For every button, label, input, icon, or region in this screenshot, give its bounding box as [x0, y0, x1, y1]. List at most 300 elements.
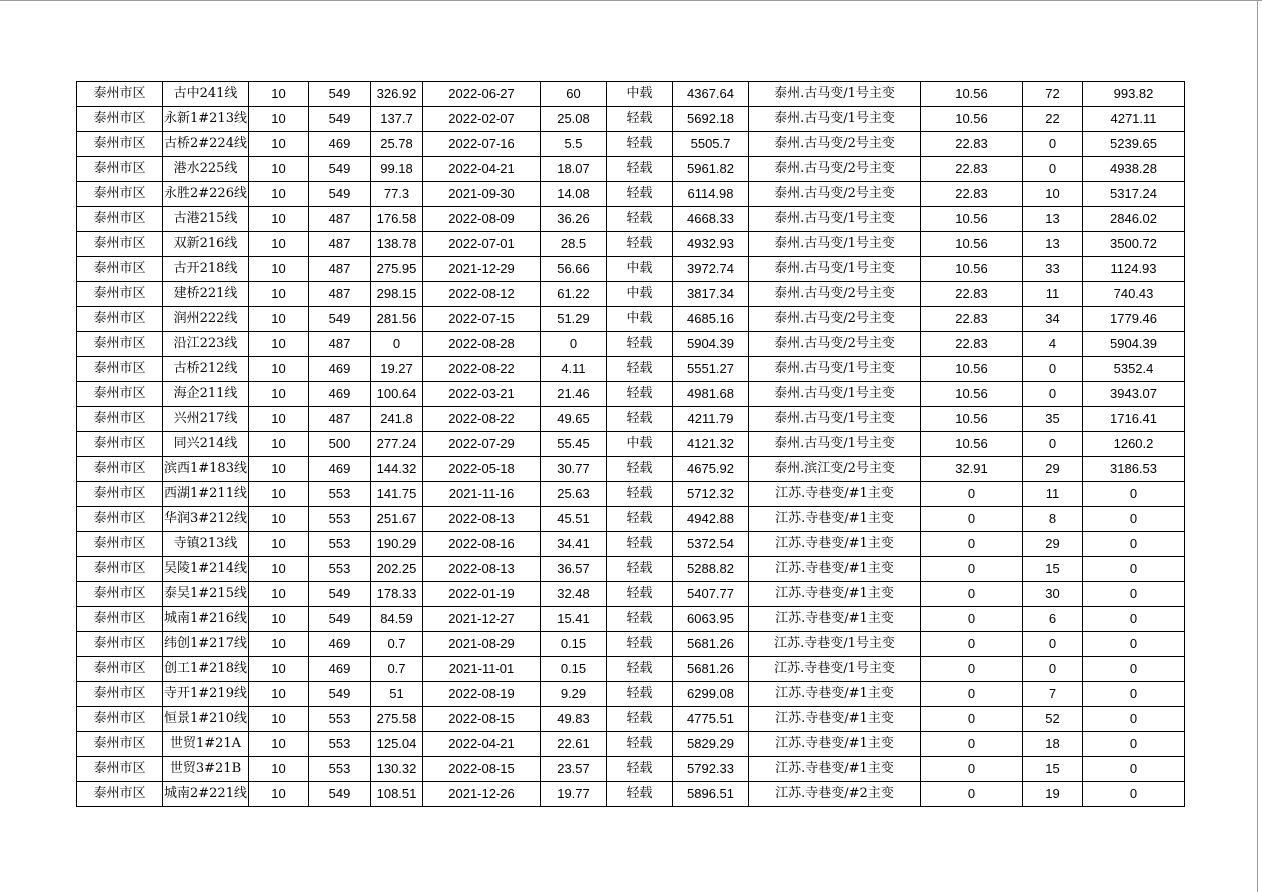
current-a-cell: 241.8	[371, 407, 423, 432]
region-cell: 泰州市区	[77, 557, 163, 582]
region-cell: 泰州市区	[77, 732, 163, 757]
load-status-cell: 中载	[607, 257, 673, 282]
transformer-load-rate-cell: 22.83	[921, 332, 1023, 357]
user-count-cell: 35	[1023, 407, 1083, 432]
remaining-capacity-cell: 0	[1083, 757, 1185, 782]
available-capacity-cell: 4367.64	[673, 82, 749, 107]
region-cell: 泰州市区	[77, 232, 163, 257]
remaining-capacity-cell: 0	[1083, 732, 1185, 757]
user-count-cell: 18	[1023, 732, 1083, 757]
feeder-load-table	[76, 81, 1185, 807]
date-cell: 2022-08-13	[423, 557, 541, 582]
available-capacity-cell: 3972.74	[673, 257, 749, 282]
current-a-cell: 202.25	[371, 557, 423, 582]
substation-transformer-cell: 泰州.古马变/2号主变	[749, 307, 921, 332]
remaining-capacity-cell: 1716.41	[1083, 407, 1185, 432]
user-count-cell: 0	[1023, 157, 1083, 182]
user-count-cell: 22	[1023, 107, 1083, 132]
substation-transformer-cell: 泰州.古马变/1号主变	[749, 407, 921, 432]
user-count-cell: 0	[1023, 132, 1083, 157]
rated-current-cell: 469	[309, 132, 371, 157]
user-count-cell: 13	[1023, 232, 1083, 257]
rated-current-cell: 500	[309, 432, 371, 457]
substation-transformer-cell: 泰州.古马变/1号主变	[749, 107, 921, 132]
available-capacity-cell: 4981.68	[673, 382, 749, 407]
load-rate-cell: 23.57	[541, 757, 607, 782]
remaining-capacity-cell: 1124.93	[1083, 257, 1185, 282]
voltage-kv-cell: 10	[249, 132, 309, 157]
region-cell: 泰州市区	[77, 357, 163, 382]
user-count-cell: 0	[1023, 632, 1083, 657]
table-row	[77, 257, 1185, 282]
rated-current-cell: 553	[309, 707, 371, 732]
available-capacity-cell: 4942.88	[673, 507, 749, 532]
table-row	[77, 232, 1185, 257]
region-cell: 泰州市区	[77, 432, 163, 457]
feeder-name-cell: 双新216线	[163, 232, 249, 257]
table-row	[77, 207, 1185, 232]
voltage-kv-cell: 10	[249, 157, 309, 182]
feeder-name-cell: 创工1#218线	[163, 657, 249, 682]
voltage-kv-cell: 10	[249, 257, 309, 282]
rated-current-cell: 469	[309, 657, 371, 682]
available-capacity-cell: 5372.54	[673, 532, 749, 557]
date-cell: 2022-02-07	[423, 107, 541, 132]
substation-transformer-cell: 江苏.寺巷变/#1主变	[749, 757, 921, 782]
load-status-cell: 轻载	[607, 482, 673, 507]
feeder-name-cell: 古中241线	[163, 82, 249, 107]
date-cell: 2021-12-29	[423, 257, 541, 282]
table-row	[77, 282, 1185, 307]
load-status-cell: 轻载	[607, 757, 673, 782]
transformer-load-rate-cell: 0	[921, 557, 1023, 582]
load-rate-cell: 15.41	[541, 607, 607, 632]
voltage-kv-cell: 10	[249, 557, 309, 582]
table-row	[77, 382, 1185, 407]
remaining-capacity-cell: 2846.02	[1083, 207, 1185, 232]
date-cell: 2022-08-19	[423, 682, 541, 707]
feeder-name-cell: 滨西1#183线	[163, 457, 249, 482]
transformer-load-rate-cell: 0	[921, 632, 1023, 657]
user-count-cell: 33	[1023, 257, 1083, 282]
load-rate-cell: 14.08	[541, 182, 607, 207]
feeder-name-cell: 润州222线	[163, 307, 249, 332]
remaining-capacity-cell: 4938.28	[1083, 157, 1185, 182]
user-count-cell: 7	[1023, 682, 1083, 707]
current-a-cell: 277.24	[371, 432, 423, 457]
available-capacity-cell: 4675.92	[673, 457, 749, 482]
page-right-border	[1257, 0, 1258, 892]
load-status-cell: 轻载	[607, 532, 673, 557]
voltage-kv-cell: 10	[249, 332, 309, 357]
rated-current-cell: 487	[309, 207, 371, 232]
user-count-cell: 13	[1023, 207, 1083, 232]
user-count-cell: 6	[1023, 607, 1083, 632]
rated-current-cell: 487	[309, 282, 371, 307]
remaining-capacity-cell: 4271.11	[1083, 107, 1185, 132]
substation-transformer-cell: 泰州.古马变/1号主变	[749, 207, 921, 232]
available-capacity-cell: 5551.27	[673, 357, 749, 382]
remaining-capacity-cell: 0	[1083, 607, 1185, 632]
load-status-cell: 轻载	[607, 132, 673, 157]
rated-current-cell: 469	[309, 457, 371, 482]
transformer-load-rate-cell: 10.56	[921, 432, 1023, 457]
feeder-name-cell: 华润3#212线	[163, 507, 249, 532]
substation-transformer-cell: 江苏.寺巷变/#1主变	[749, 682, 921, 707]
voltage-kv-cell: 10	[249, 282, 309, 307]
available-capacity-cell: 5904.39	[673, 332, 749, 357]
region-cell: 泰州市区	[77, 657, 163, 682]
transformer-load-rate-cell: 0	[921, 732, 1023, 757]
region-cell: 泰州市区	[77, 482, 163, 507]
substation-transformer-cell: 江苏.寺巷变/#1主变	[749, 707, 921, 732]
substation-transformer-cell: 泰州.古马变/1号主变	[749, 232, 921, 257]
load-rate-cell: 0	[541, 332, 607, 357]
remaining-capacity-cell: 0	[1083, 682, 1185, 707]
date-cell: 2022-04-21	[423, 732, 541, 757]
load-rate-cell: 19.77	[541, 782, 607, 807]
transformer-load-rate-cell: 0	[921, 682, 1023, 707]
voltage-kv-cell: 10	[249, 482, 309, 507]
current-a-cell: 144.32	[371, 457, 423, 482]
feeder-name-cell: 古桥2#224线	[163, 132, 249, 157]
rated-current-cell: 487	[309, 232, 371, 257]
user-count-cell: 29	[1023, 532, 1083, 557]
voltage-kv-cell: 10	[249, 582, 309, 607]
voltage-kv-cell: 10	[249, 607, 309, 632]
table-row	[77, 632, 1185, 657]
transformer-load-rate-cell: 22.83	[921, 157, 1023, 182]
load-rate-cell: 60	[541, 82, 607, 107]
load-status-cell: 轻载	[607, 332, 673, 357]
load-status-cell: 轻载	[607, 507, 673, 532]
available-capacity-cell: 3817.34	[673, 282, 749, 307]
date-cell: 2022-08-16	[423, 532, 541, 557]
region-cell: 泰州市区	[77, 532, 163, 557]
table-row	[77, 307, 1185, 332]
load-status-cell: 轻载	[607, 557, 673, 582]
date-cell: 2022-08-09	[423, 207, 541, 232]
load-rate-cell: 0.15	[541, 632, 607, 657]
current-a-cell: 251.67	[371, 507, 423, 532]
available-capacity-cell: 5288.82	[673, 557, 749, 582]
available-capacity-cell: 5681.26	[673, 657, 749, 682]
feeder-name-cell: 西湖1#211线	[163, 482, 249, 507]
table-row	[77, 757, 1185, 782]
feeder-name-cell: 古桥212线	[163, 357, 249, 382]
transformer-load-rate-cell: 32.91	[921, 457, 1023, 482]
voltage-kv-cell: 10	[249, 107, 309, 132]
load-status-cell: 轻载	[607, 407, 673, 432]
load-rate-cell: 49.65	[541, 407, 607, 432]
table-row	[77, 182, 1185, 207]
table-row	[77, 782, 1185, 807]
transformer-load-rate-cell: 10.56	[921, 107, 1023, 132]
substation-transformer-cell: 泰州.古马变/2号主变	[749, 182, 921, 207]
load-status-cell: 轻载	[607, 107, 673, 132]
feeder-name-cell: 城南2#221线	[163, 782, 249, 807]
feeder-name-cell: 城南1#216线	[163, 607, 249, 632]
load-status-cell: 轻载	[607, 157, 673, 182]
user-count-cell: 4	[1023, 332, 1083, 357]
user-count-cell: 11	[1023, 482, 1083, 507]
region-cell: 泰州市区	[77, 757, 163, 782]
substation-transformer-cell: 泰州.古马变/1号主变	[749, 432, 921, 457]
available-capacity-cell: 4685.16	[673, 307, 749, 332]
load-status-cell: 轻载	[607, 182, 673, 207]
rated-current-cell: 549	[309, 582, 371, 607]
rated-current-cell: 549	[309, 607, 371, 632]
region-cell: 泰州市区	[77, 632, 163, 657]
date-cell: 2022-08-13	[423, 507, 541, 532]
current-a-cell: 99.18	[371, 157, 423, 182]
transformer-load-rate-cell: 10.56	[921, 382, 1023, 407]
substation-transformer-cell: 泰州.古马变/1号主变	[749, 357, 921, 382]
user-count-cell: 15	[1023, 557, 1083, 582]
load-rate-cell: 36.26	[541, 207, 607, 232]
available-capacity-cell: 5896.51	[673, 782, 749, 807]
feeder-name-cell: 永胜2#226线	[163, 182, 249, 207]
voltage-kv-cell: 10	[249, 757, 309, 782]
region-cell: 泰州市区	[77, 307, 163, 332]
feeder-name-cell: 兴州217线	[163, 407, 249, 432]
user-count-cell: 8	[1023, 507, 1083, 532]
current-a-cell: 77.3	[371, 182, 423, 207]
current-a-cell: 298.15	[371, 282, 423, 307]
transformer-load-rate-cell: 22.83	[921, 307, 1023, 332]
rated-current-cell: 549	[309, 82, 371, 107]
available-capacity-cell: 5961.82	[673, 157, 749, 182]
table-row	[77, 132, 1185, 157]
table-row	[77, 607, 1185, 632]
table-row	[77, 732, 1185, 757]
remaining-capacity-cell: 0	[1083, 557, 1185, 582]
voltage-kv-cell: 10	[249, 457, 309, 482]
table-row	[77, 107, 1185, 132]
user-count-cell: 15	[1023, 757, 1083, 782]
date-cell: 2022-07-16	[423, 132, 541, 157]
feeder-name-cell: 寺镇213线	[163, 532, 249, 557]
date-cell: 2022-01-19	[423, 582, 541, 607]
load-status-cell: 轻载	[607, 682, 673, 707]
date-cell: 2022-07-01	[423, 232, 541, 257]
load-status-cell: 轻载	[607, 232, 673, 257]
substation-transformer-cell: 江苏.寺巷变/#1主变	[749, 582, 921, 607]
region-cell: 泰州市区	[77, 182, 163, 207]
load-status-cell: 轻载	[607, 582, 673, 607]
substation-transformer-cell: 泰州.古马变/1号主变	[749, 82, 921, 107]
rated-current-cell: 487	[309, 407, 371, 432]
transformer-load-rate-cell: 0	[921, 607, 1023, 632]
current-a-cell: 141.75	[371, 482, 423, 507]
date-cell: 2021-12-26	[423, 782, 541, 807]
voltage-kv-cell: 10	[249, 507, 309, 532]
region-cell: 泰州市区	[77, 782, 163, 807]
load-rate-cell: 30.77	[541, 457, 607, 482]
load-status-cell: 中载	[607, 282, 673, 307]
date-cell: 2021-09-30	[423, 182, 541, 207]
remaining-capacity-cell: 0	[1083, 482, 1185, 507]
rated-current-cell: 549	[309, 682, 371, 707]
current-a-cell: 0.7	[371, 632, 423, 657]
region-cell: 泰州市区	[77, 507, 163, 532]
load-rate-cell: 56.66	[541, 257, 607, 282]
table-row	[77, 482, 1185, 507]
load-rate-cell: 22.61	[541, 732, 607, 757]
feeder-name-cell: 古开218线	[163, 257, 249, 282]
load-rate-cell: 25.08	[541, 107, 607, 132]
current-a-cell: 51	[371, 682, 423, 707]
date-cell: 2021-11-16	[423, 482, 541, 507]
voltage-kv-cell: 10	[249, 632, 309, 657]
current-a-cell: 0.7	[371, 657, 423, 682]
transformer-load-rate-cell: 22.83	[921, 182, 1023, 207]
voltage-kv-cell: 10	[249, 307, 309, 332]
current-a-cell: 275.58	[371, 707, 423, 732]
feeder-name-cell: 世贸1#21A	[163, 732, 249, 757]
date-cell: 2022-03-21	[423, 382, 541, 407]
user-count-cell: 19	[1023, 782, 1083, 807]
feeder-name-cell: 吴陵1#214线	[163, 557, 249, 582]
available-capacity-cell: 5407.77	[673, 582, 749, 607]
load-rate-cell: 9.29	[541, 682, 607, 707]
region-cell: 泰州市区	[77, 582, 163, 607]
available-capacity-cell: 6299.08	[673, 682, 749, 707]
table-row	[77, 457, 1185, 482]
voltage-kv-cell: 10	[249, 232, 309, 257]
region-cell: 泰州市区	[77, 607, 163, 632]
user-count-cell: 0	[1023, 357, 1083, 382]
table-body	[77, 82, 1185, 807]
voltage-kv-cell: 10	[249, 732, 309, 757]
date-cell: 2022-08-15	[423, 707, 541, 732]
region-cell: 泰州市区	[77, 382, 163, 407]
feeder-name-cell: 恒景1#210线	[163, 707, 249, 732]
transformer-load-rate-cell: 0	[921, 657, 1023, 682]
voltage-kv-cell: 10	[249, 432, 309, 457]
substation-transformer-cell: 泰州.古马变/2号主变	[749, 332, 921, 357]
date-cell: 2021-08-29	[423, 632, 541, 657]
remaining-capacity-cell: 5352.4	[1083, 357, 1185, 382]
transformer-load-rate-cell: 0	[921, 482, 1023, 507]
load-status-cell: 轻载	[607, 632, 673, 657]
date-cell: 2022-08-28	[423, 332, 541, 357]
feeder-name-cell: 同兴214线	[163, 432, 249, 457]
available-capacity-cell: 4932.93	[673, 232, 749, 257]
remaining-capacity-cell: 3500.72	[1083, 232, 1185, 257]
rated-current-cell: 553	[309, 757, 371, 782]
transformer-load-rate-cell: 10.56	[921, 232, 1023, 257]
remaining-capacity-cell: 0	[1083, 782, 1185, 807]
substation-transformer-cell: 泰州.古马变/2号主变	[749, 132, 921, 157]
substation-transformer-cell: 江苏.寺巷变/#2主变	[749, 782, 921, 807]
load-status-cell: 中载	[607, 432, 673, 457]
rated-current-cell: 553	[309, 732, 371, 757]
load-rate-cell: 32.48	[541, 582, 607, 607]
voltage-kv-cell: 10	[249, 207, 309, 232]
remaining-capacity-cell: 3943.07	[1083, 382, 1185, 407]
current-a-cell: 176.58	[371, 207, 423, 232]
rated-current-cell: 553	[309, 507, 371, 532]
table-row	[77, 357, 1185, 382]
substation-transformer-cell: 江苏.寺巷变/#1主变	[749, 507, 921, 532]
remaining-capacity-cell: 3186.53	[1083, 457, 1185, 482]
date-cell: 2022-08-22	[423, 357, 541, 382]
load-status-cell: 中载	[607, 82, 673, 107]
current-a-cell: 84.59	[371, 607, 423, 632]
rated-current-cell: 553	[309, 532, 371, 557]
table-row	[77, 407, 1185, 432]
current-a-cell: 190.29	[371, 532, 423, 557]
region-cell: 泰州市区	[77, 157, 163, 182]
region-cell: 泰州市区	[77, 707, 163, 732]
transformer-load-rate-cell: 10.56	[921, 257, 1023, 282]
remaining-capacity-cell: 0	[1083, 632, 1185, 657]
remaining-capacity-cell: 993.82	[1083, 82, 1185, 107]
available-capacity-cell: 4668.33	[673, 207, 749, 232]
user-count-cell: 34	[1023, 307, 1083, 332]
load-status-cell: 轻载	[607, 607, 673, 632]
current-a-cell: 0	[371, 332, 423, 357]
region-cell: 泰州市区	[77, 457, 163, 482]
region-cell: 泰州市区	[77, 107, 163, 132]
remaining-capacity-cell: 0	[1083, 657, 1185, 682]
rated-current-cell: 469	[309, 632, 371, 657]
remaining-capacity-cell: 5904.39	[1083, 332, 1185, 357]
substation-transformer-cell: 江苏.寺巷变/1号主变	[749, 632, 921, 657]
table-row	[77, 582, 1185, 607]
substation-transformer-cell: 江苏.寺巷变/#1主变	[749, 732, 921, 757]
region-cell: 泰州市区	[77, 82, 163, 107]
remaining-capacity-cell: 0	[1083, 707, 1185, 732]
load-status-cell: 轻载	[607, 707, 673, 732]
load-status-cell: 轻载	[607, 732, 673, 757]
table-row	[77, 432, 1185, 457]
table-row	[77, 532, 1185, 557]
user-count-cell: 0	[1023, 432, 1083, 457]
voltage-kv-cell: 10	[249, 82, 309, 107]
rated-current-cell: 469	[309, 382, 371, 407]
available-capacity-cell: 4121.32	[673, 432, 749, 457]
rated-current-cell: 487	[309, 257, 371, 282]
feeder-name-cell: 寺开1#219线	[163, 682, 249, 707]
rated-current-cell: 549	[309, 107, 371, 132]
substation-transformer-cell: 泰州.滨江变/2号主变	[749, 457, 921, 482]
transformer-load-rate-cell: 0	[921, 507, 1023, 532]
page-top-border	[0, 0, 1262, 1]
available-capacity-cell: 5829.29	[673, 732, 749, 757]
transformer-load-rate-cell: 10.56	[921, 357, 1023, 382]
remaining-capacity-cell: 740.43	[1083, 282, 1185, 307]
region-cell: 泰州市区	[77, 257, 163, 282]
substation-transformer-cell: 泰州.古马变/1号主变	[749, 257, 921, 282]
rated-current-cell: 553	[309, 557, 371, 582]
current-a-cell: 100.64	[371, 382, 423, 407]
current-a-cell: 125.04	[371, 732, 423, 757]
rated-current-cell: 487	[309, 332, 371, 357]
load-status-cell: 轻载	[607, 382, 673, 407]
voltage-kv-cell: 10	[249, 707, 309, 732]
transformer-load-rate-cell: 10.56	[921, 407, 1023, 432]
current-a-cell: 137.7	[371, 107, 423, 132]
current-a-cell: 281.56	[371, 307, 423, 332]
load-rate-cell: 51.29	[541, 307, 607, 332]
available-capacity-cell: 5692.18	[673, 107, 749, 132]
table-row	[77, 682, 1185, 707]
substation-transformer-cell: 泰州.古马变/2号主变	[749, 282, 921, 307]
date-cell: 2022-07-29	[423, 432, 541, 457]
available-capacity-cell: 4211.79	[673, 407, 749, 432]
